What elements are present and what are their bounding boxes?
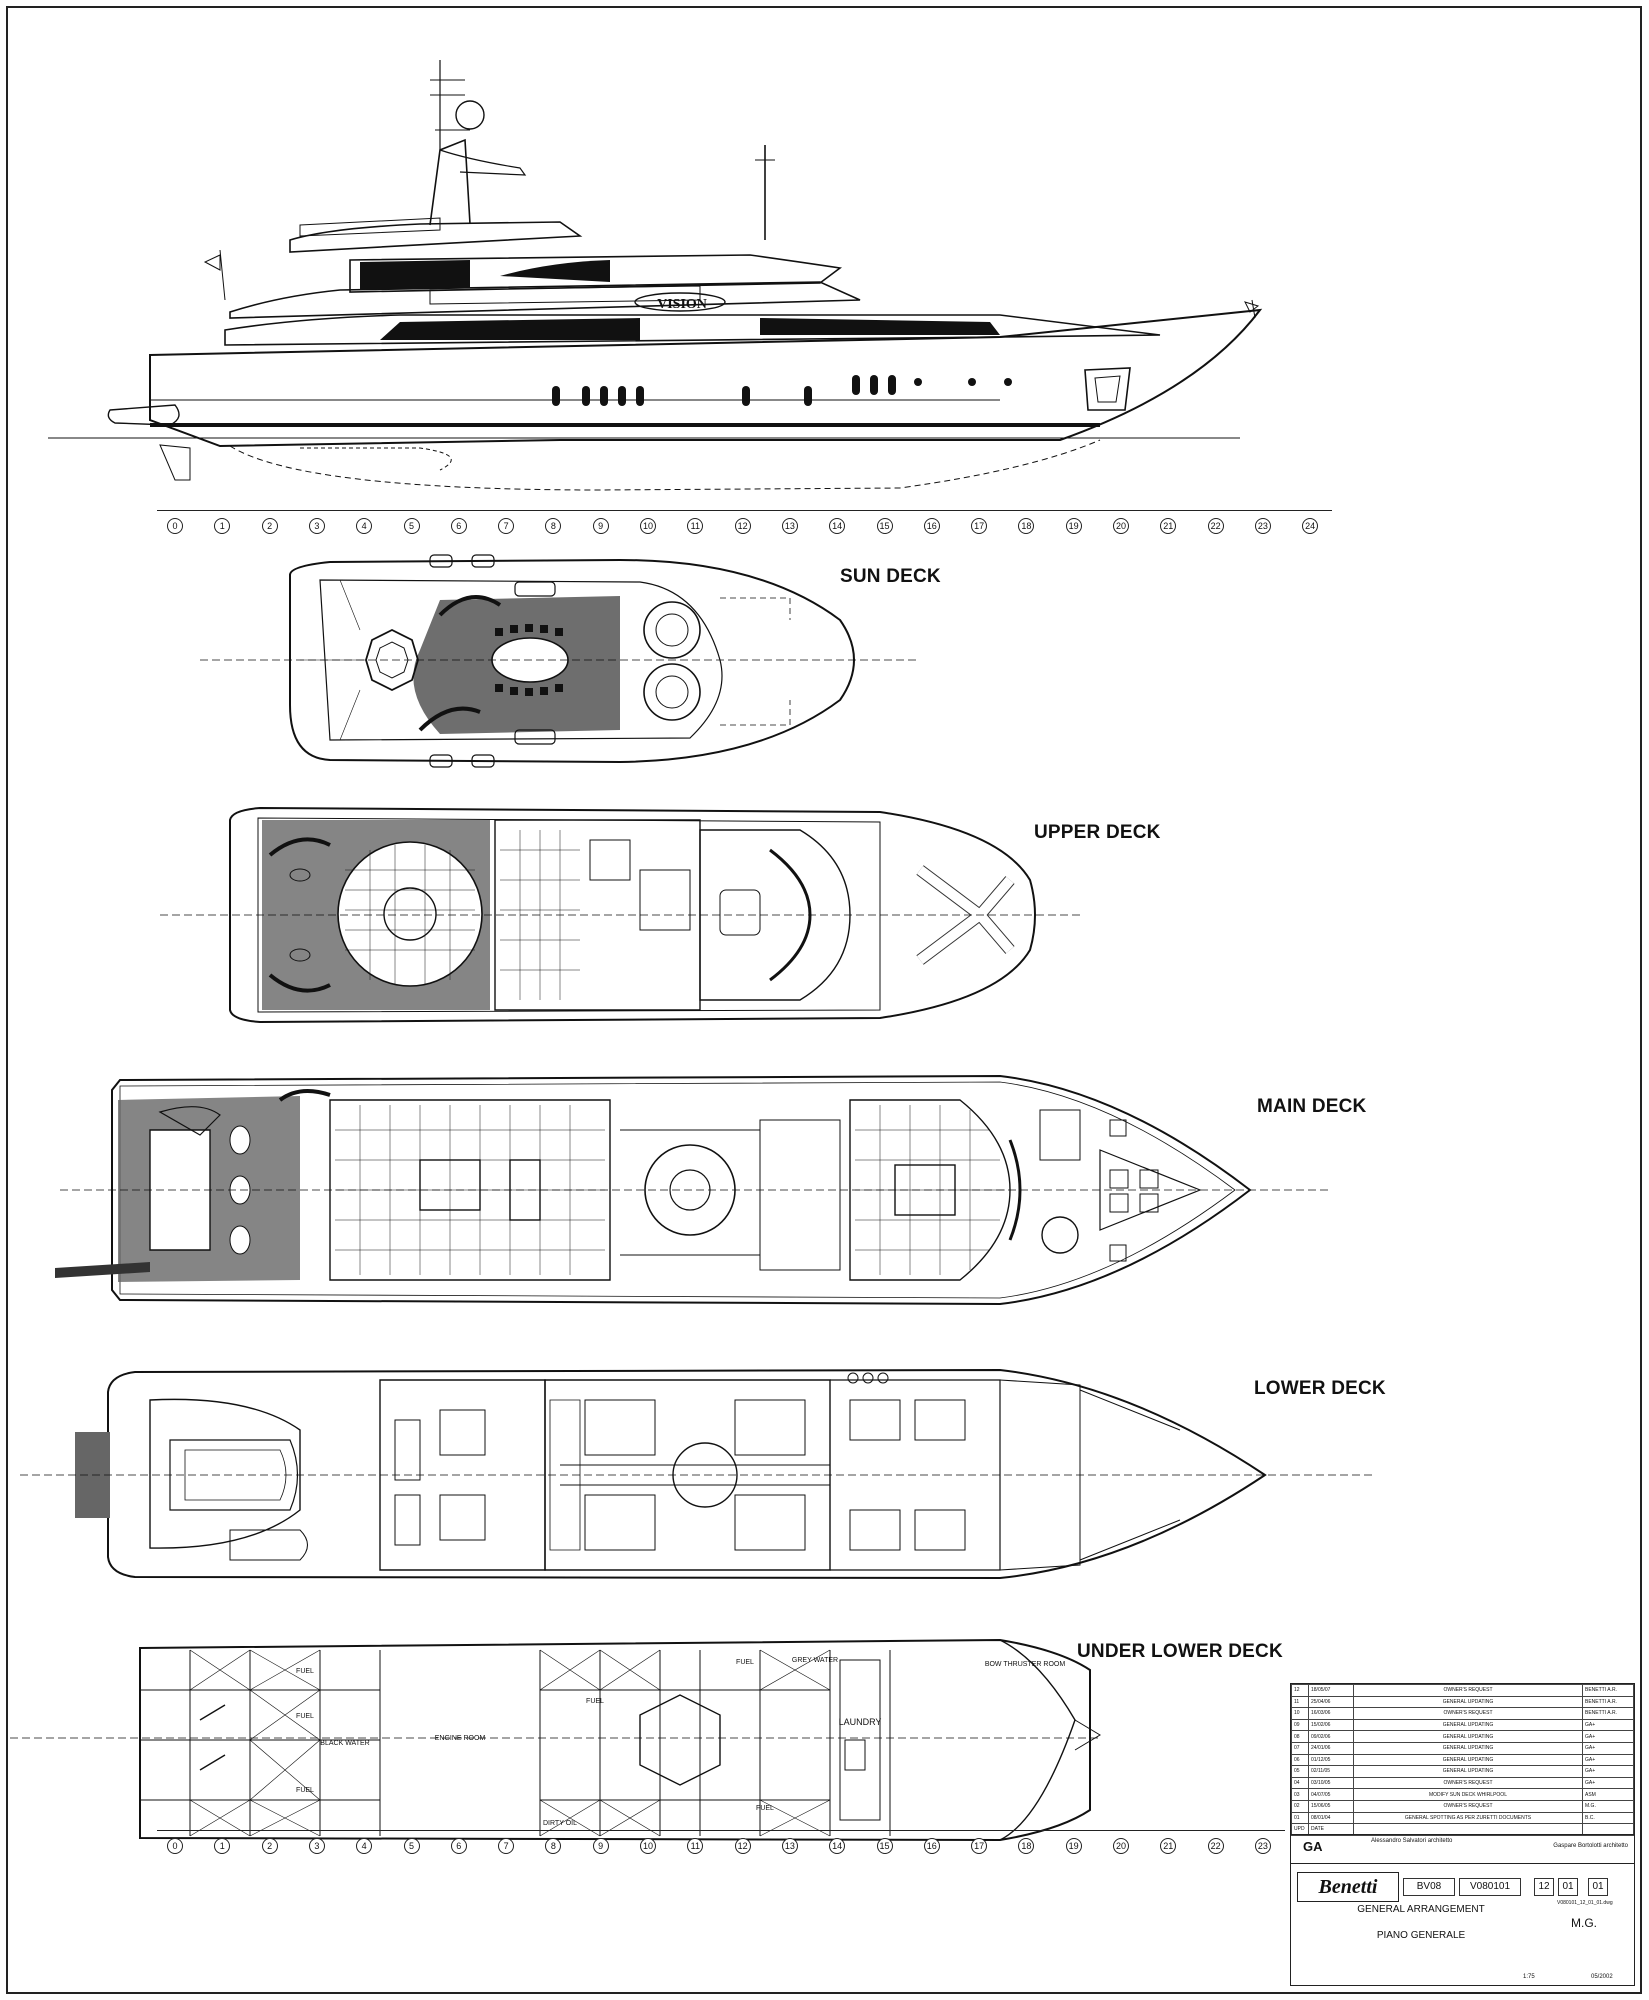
frame-number: 9 [593,1838,609,1854]
frame-number: 5 [404,518,420,534]
main-deck-label: MAIN DECK [1257,1096,1367,1117]
frame-number: 1 [214,1838,230,1854]
revision-cell: GA+ [1583,1731,1634,1743]
frame-number: 10 [640,1838,656,1854]
frame-number: 10 [640,518,656,534]
revision-cell: 01/12/05 [1309,1754,1354,1766]
lower-deck-plan [20,1370,1375,1578]
revision-header-cell: DATE [1309,1824,1354,1836]
frame-number: 0 [167,1838,183,1854]
benetti-logo: Benetti [1297,1872,1399,1902]
revision-cell: 03 [1292,1789,1309,1801]
frame-number: 22 [1208,1838,1224,1854]
frame-number: 20 [1113,1838,1129,1854]
drawing-scale: 1:75 [1523,1974,1535,1980]
revision-cell: 10 [1292,1708,1309,1720]
frame-number: 15 [877,518,893,534]
revision-row [1292,1812,1634,1824]
upper-deck-plan [160,808,1080,1022]
hull-code: BV08 [1403,1878,1455,1896]
drawing-title-it: PIANO GENERALE [1376,1930,1466,1941]
revision-cell: BENETTI A.R. [1583,1696,1634,1708]
revision-cell: 06 [1292,1754,1309,1766]
revision-cell: 24/01/06 [1309,1742,1354,1754]
revision-cell: 02 [1292,1800,1309,1812]
file-name: V080101_12_01_01.dwg [1557,1900,1613,1906]
frame-number: 24 [1302,518,1318,534]
frame-scale-line [157,510,1332,511]
main-deck-plan [55,1076,1330,1304]
drawing-date: 05/2002 [1591,1974,1613,1980]
sheet-number: 01 [1558,1878,1578,1896]
frame-number: 19 [1066,518,1082,534]
revision-cell: GENERAL SPOTTING AS PER ZURETTI DOCUMENTS [1354,1812,1583,1824]
revision-cell: 03/10/05 [1309,1777,1354,1789]
label-bow-thruster: BOW THRUSTER ROOM [984,1661,1066,1668]
upper-deck-label: UPPER DECK [1034,822,1161,843]
frame-number: 15 [877,1838,893,1854]
frame-number: 12 [735,1838,751,1854]
revision-row [1292,1754,1634,1766]
title-block [1290,1683,1635,1986]
revision-cell: 01 [1292,1812,1309,1824]
yacht-name: VISION [657,297,707,312]
frame-number: 16 [924,1838,940,1854]
frame-number: 6 [451,518,467,534]
label-fuel-1: FUEL [296,1668,314,1675]
designer-logo: GA [1303,1839,1323,1854]
frame-number: 18 [1018,1838,1034,1854]
revision-cell: 25/04/06 [1309,1696,1354,1708]
revision-cell: 08 [1292,1731,1309,1743]
under-lower-deck-label: UNDER LOWER DECK [1077,1641,1283,1662]
sun-deck-plan [200,555,920,767]
label-engine-room: ENGINE ROOM [434,1735,486,1742]
revision-cell: OWNER'S REQUEST [1354,1708,1583,1720]
revision-cell: GENERAL UPDATING [1354,1696,1583,1708]
frame-number: 5 [404,1838,420,1854]
revision-cell: 04 [1292,1777,1309,1789]
frame-number: 11 [687,1838,703,1854]
frame-number: 7 [498,1838,514,1854]
frame-number: 1 [214,518,230,534]
revision-cell: OWNER'S REQUEST [1354,1777,1583,1789]
revision-cell: MODIFY SUN DECK WHIRLPOOL [1354,1789,1583,1801]
revision-row [1292,1731,1634,1743]
revision-row [1292,1719,1634,1731]
sun-deck-label: SUN DECK [840,566,941,587]
side-profile [48,60,1260,490]
frame-number: 16 [924,518,940,534]
revision-cell: OWNER'S REQUEST [1354,1685,1583,1697]
revision-row [1292,1777,1634,1789]
frame-number: 21 [1160,1838,1176,1854]
revision-cell: GENERAL UPDATING [1354,1742,1583,1754]
revision-cell: GENERAL UPDATING [1354,1719,1583,1731]
architect-name: Alessandro Salvatori architetto [1371,1838,1453,1844]
label-fuel-2: FUEL [296,1713,314,1720]
frame-number: 13 [782,1838,798,1854]
label-fuel-5: FUEL [736,1659,754,1666]
frame-number: 0 [167,518,183,534]
revision-cell: 04/07/05 [1309,1789,1354,1801]
project-code: V080101 [1459,1878,1521,1896]
frame-number: 22 [1208,518,1224,534]
revision-cell: B.C. [1583,1812,1634,1824]
revision-cell: 18/05/07 [1309,1685,1354,1697]
revision-cell: GENERAL UPDATING [1354,1731,1583,1743]
label-fuel-3: FUEL [296,1787,314,1794]
frame-number: 6 [451,1838,467,1854]
frame-number: 3 [309,518,325,534]
revision-cell: BENETTI A.R. [1583,1708,1634,1720]
frame-number: 9 [593,518,609,534]
lower-deck-label: LOWER DECK [1254,1378,1386,1399]
revision-cell: OWNER'S REQUEST [1354,1800,1583,1812]
revision-cell: 09 [1292,1719,1309,1731]
under-lower-deck-plan [10,1640,1100,1840]
revision-cell: 11 [1292,1696,1309,1708]
revision-cell: M.G. [1583,1800,1634,1812]
revision-cell: 09/02/06 [1309,1731,1354,1743]
frame-number: 13 [782,518,798,534]
drawing-title-en: GENERAL ARRANGEMENT [1357,1904,1485,1915]
frame-number: 14 [829,518,845,534]
revision-cell: 05 [1292,1766,1309,1778]
frame-number: 11 [687,518,703,534]
revision-cell: GA+ [1583,1777,1634,1789]
label-dirty-oil: DIRTY OIL [543,1820,577,1827]
frame-scale-top [0,518,1649,548]
frame-number: 19 [1066,1838,1082,1854]
revision-cell: 15/02/06 [1309,1719,1354,1731]
frame-number: 21 [1160,518,1176,534]
frame-number: 8 [545,518,561,534]
revision-cell: BENETTI A.R. [1583,1685,1634,1697]
revision-cell: GENERAL UPDATING [1354,1754,1583,1766]
drawn-by: M.G. [1571,1916,1597,1930]
frame-number: 8 [545,1838,561,1854]
frame-number: 17 [971,518,987,534]
revision-cell: 12 [1292,1685,1309,1697]
frame-number: 23 [1255,518,1271,534]
frame-number: 2 [262,1838,278,1854]
frame-number: 14 [829,1838,845,1854]
sheet-group: 12 [1534,1878,1554,1896]
label-grey-water: GREY WATER [791,1657,839,1664]
frame-number: 2 [262,518,278,534]
revision-cell: GA+ [1583,1719,1634,1731]
revision-cell: 16/03/06 [1309,1708,1354,1720]
revision-cell: GA+ [1583,1754,1634,1766]
revision-cell: GA+ [1583,1766,1634,1778]
label-black-water: BLACK WATER [320,1740,370,1747]
sheet-total: 01 [1588,1878,1608,1896]
title-main [1291,1866,1634,1986]
revision-row [1292,1742,1634,1754]
revision-cell: 07 [1292,1742,1309,1754]
frame-number: 4 [356,1838,372,1854]
designer-strip [1291,1834,1634,1864]
revision-cell: ASM [1583,1789,1634,1801]
revision-row [1292,1800,1634,1812]
frame-number: 7 [498,518,514,534]
frame-number: 23 [1255,1838,1271,1854]
revision-table [1291,1684,1634,1836]
revision-cell: 02/11/05 [1309,1766,1354,1778]
label-fuel-6: FUEL [756,1805,774,1812]
label-laundry: LAUNDRY [838,1717,882,1727]
revision-cell: GENERAL UPDATING [1354,1766,1583,1778]
frame-number: 20 [1113,518,1129,534]
frame-number: 4 [356,518,372,534]
revision-row [1292,1708,1634,1720]
design-team-name: Gaspare Bortolotti architetto [1553,1843,1628,1849]
frame-number: 3 [309,1838,325,1854]
frame-scale-line [157,1830,1285,1831]
label-fuel-4: FUEL [586,1698,604,1705]
revision-row [1292,1685,1634,1697]
revision-cell: GA+ [1583,1742,1634,1754]
revision-cell: 08/01/04 [1309,1812,1354,1824]
revision-header-cell: UPD [1292,1824,1309,1836]
revision-cell: 15/06/05 [1309,1800,1354,1812]
frame-number: 12 [735,518,751,534]
frame-number: 18 [1018,518,1034,534]
revision-row [1292,1766,1634,1778]
revision-row [1292,1789,1634,1801]
revision-row [1292,1696,1634,1708]
frame-number: 17 [971,1838,987,1854]
